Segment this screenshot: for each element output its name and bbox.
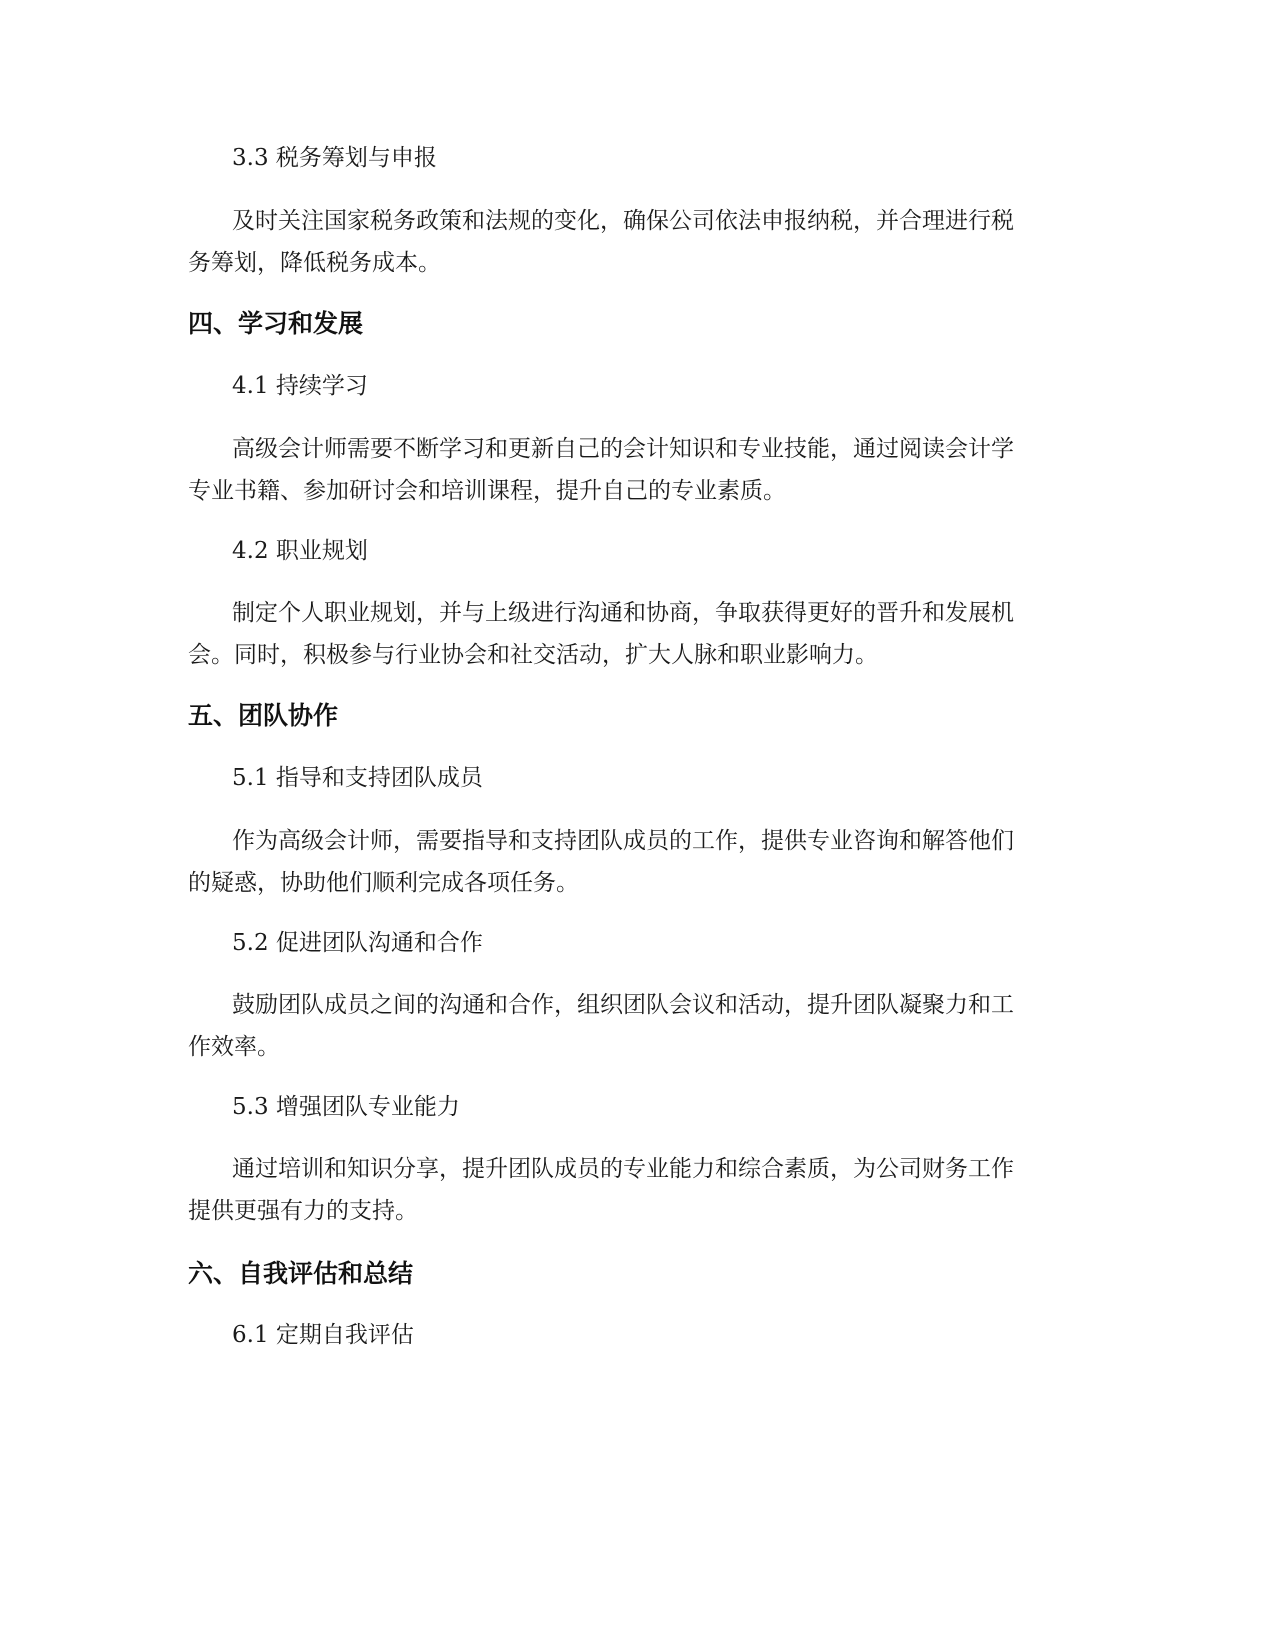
subheading-5-3: 5.3 增强团队专业能力: [232, 1094, 460, 1120]
subheading-5-2: 5.2 促进团队沟通和合作: [232, 930, 483, 956]
paragraph-4-2-line-2: 会。同时，积极参与行业协会和社交活动，扩大人脉和职业影响力。: [188, 642, 878, 668]
subheading-3-3: 3.3 税务筹划与申报: [232, 145, 437, 171]
section-heading-6: 六、自我评估和总结: [188, 1259, 414, 1288]
paragraph-5-3-line-2: 提供更强有力的支持。: [188, 1198, 418, 1224]
paragraph-3-3-line-1: 及时关注国家税务政策和法规的变化，确保公司依法申报纳税，并合理进行税: [232, 208, 1014, 234]
subheading-4-2: 4.2 职业规划: [232, 538, 368, 564]
paragraph-5-2-line-2: 作效率。: [188, 1034, 280, 1060]
subheading-6-1: 6.1 定期自我评估: [232, 1322, 414, 1348]
section-heading-4: 四、学习和发展: [188, 309, 364, 338]
paragraph-5-1-line-1: 作为高级会计师，需要指导和支持团队成员的工作，提供专业咨询和解答他们: [232, 828, 1014, 854]
subheading-4-1: 4.1 持续学习: [232, 373, 368, 399]
paragraph-5-1-line-2: 的疑惑，协助他们顺利完成各项任务。: [188, 870, 579, 896]
paragraph-3-3-line-2: 务筹划，降低税务成本。: [188, 250, 441, 276]
paragraph-4-1-line-1: 高级会计师需要不断学习和更新自己的会计知识和专业技能，通过阅读会计学: [232, 436, 1014, 462]
paragraph-4-2-line-1: 制定个人职业规划，并与上级进行沟通和协商，争取获得更好的晋升和发展机: [232, 600, 1014, 626]
section-heading-5: 五、团队协作: [188, 701, 339, 730]
subheading-5-1: 5.1 指导和支持团队成员: [232, 765, 483, 791]
paragraph-4-1-line-2: 专业书籍、参加研讨会和培训课程，提升自己的专业素质。: [188, 478, 786, 504]
paragraph-5-2-line-1: 鼓励团队成员之间的沟通和合作，组织团队会议和活动，提升团队凝聚力和工: [232, 992, 1014, 1018]
paragraph-5-3-line-1: 通过培训和知识分享，提升团队成员的专业能力和综合素质，为公司财务工作: [232, 1156, 1014, 1182]
